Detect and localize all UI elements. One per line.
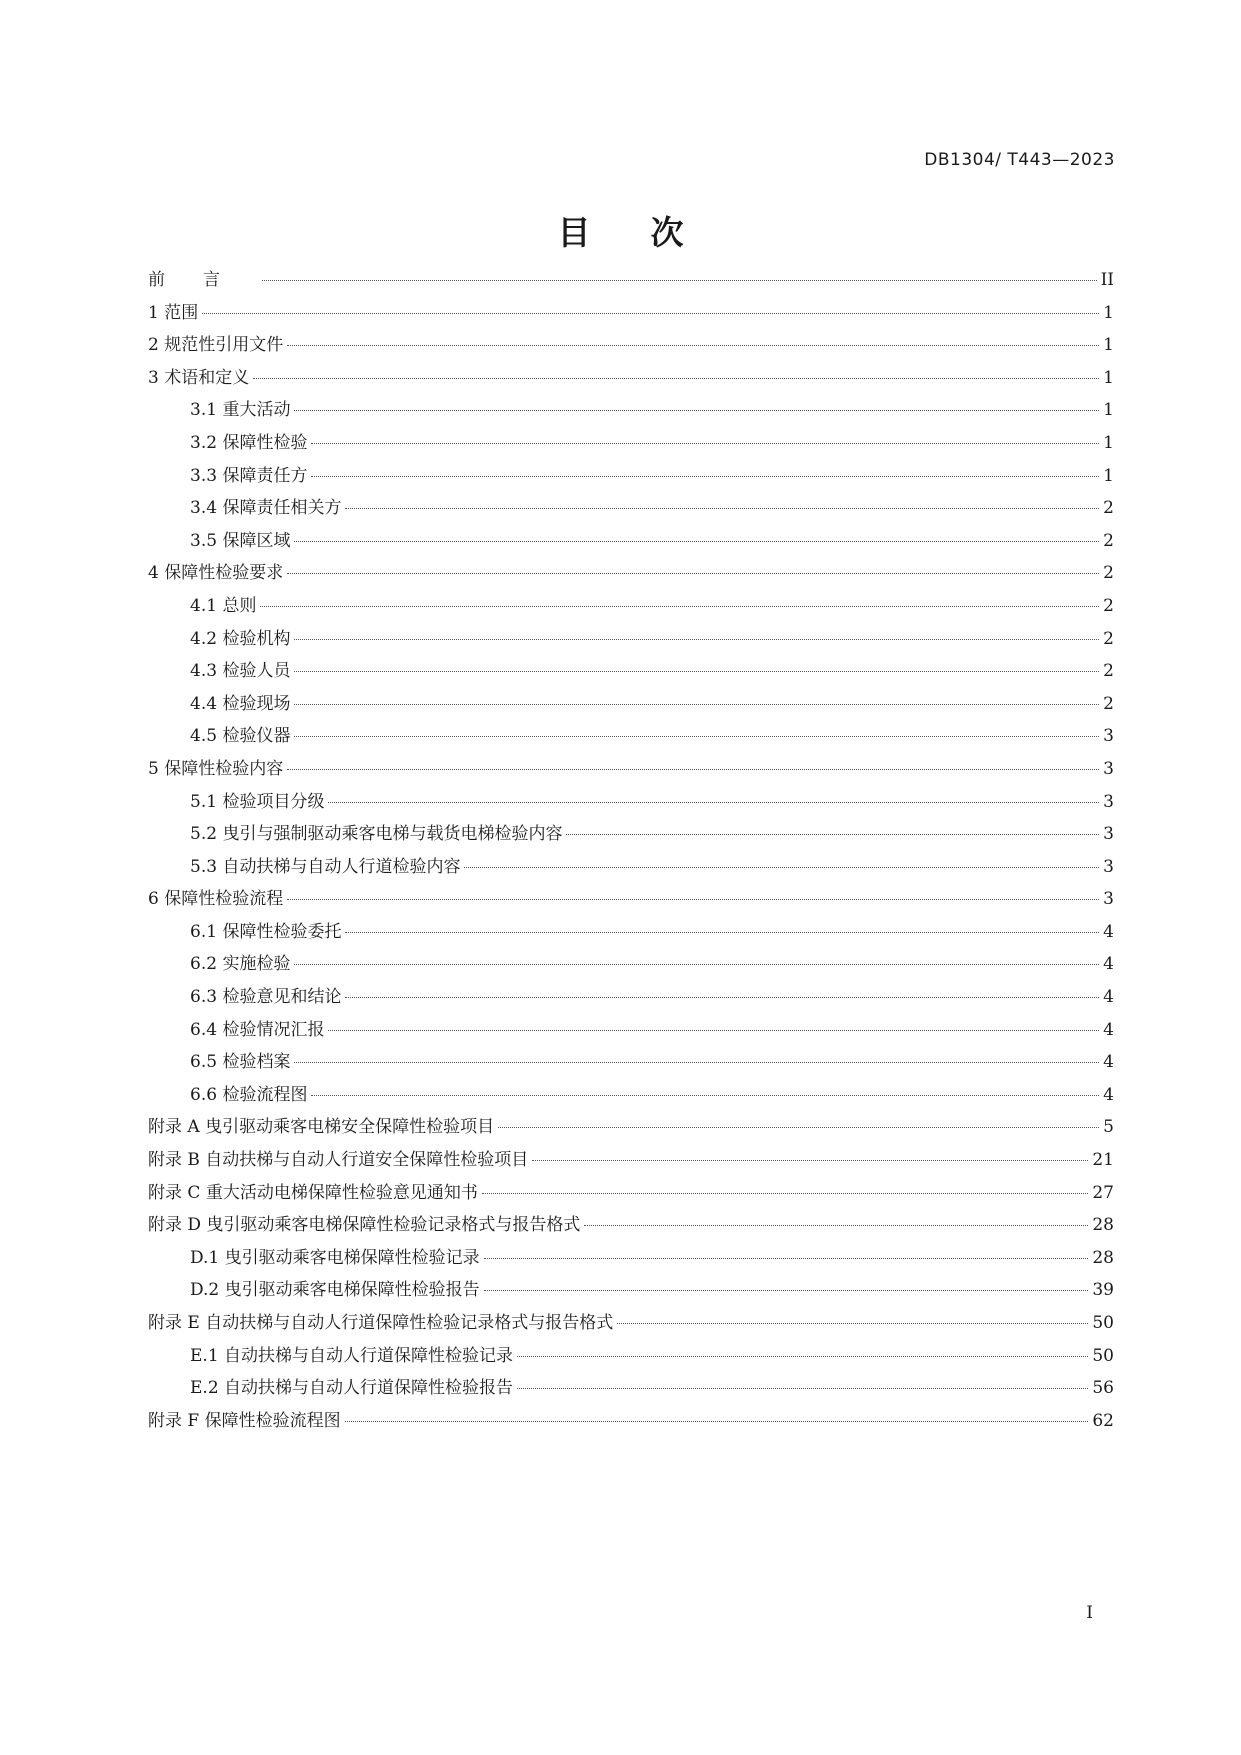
toc-entry-label: 6.5 检验档案	[190, 1052, 291, 1073]
toc-entry-page: 1	[1103, 335, 1114, 356]
toc-entry-page: 3	[1103, 791, 1114, 812]
toc-dot-leader	[202, 313, 1099, 314]
toc-entry-page: 4	[1103, 1052, 1114, 1073]
toc-dot-leader	[345, 997, 1099, 998]
toc-entry-page: 28	[1092, 1215, 1114, 1236]
toc-entry[interactable]	[148, 1373, 1114, 1406]
toc-entry-label: 4 保障性检验要求	[148, 563, 284, 584]
toc-entry-label: 附录 F 保障性检验流程图	[148, 1410, 341, 1431]
toc-dot-leader	[253, 378, 1099, 379]
toc-dot-leader	[287, 769, 1099, 770]
toc-entry[interactable]	[148, 1047, 1114, 1080]
toc-dot-leader	[484, 1258, 1089, 1259]
toc-entry-label: 6.2 实施检验	[190, 954, 291, 975]
toc-entry-label: 附录 D 曳引驱动乘客电梯保障性检验记录格式与报告格式	[148, 1215, 581, 1236]
toc-dot-leader	[311, 1095, 1099, 1096]
toc-entry-page: 21	[1092, 1150, 1114, 1171]
toc-entry[interactable]	[148, 852, 1114, 885]
toc-entry-page: 28	[1092, 1247, 1114, 1268]
toc-entry-page: 4	[1103, 921, 1114, 942]
toc-entry[interactable]	[148, 917, 1114, 950]
toc-entry[interactable]	[148, 1178, 1114, 1211]
toc-dot-leader	[464, 867, 1099, 868]
toc-dot-leader	[345, 508, 1099, 509]
toc-dot-leader	[328, 1030, 1099, 1031]
toc-entry-label: 4.3 检验人员	[190, 661, 291, 682]
toc-entry-label: 3.1 重大活动	[190, 400, 291, 421]
toc-entry-label: 4.1 总则	[190, 595, 257, 616]
toc-dot-leader	[287, 345, 1099, 346]
toc-entry-page: 50	[1092, 1345, 1114, 1366]
toc-dot-leader	[566, 834, 1099, 835]
toc-entry[interactable]	[148, 265, 1114, 298]
toc-entry-label: 附录 B 自动扶梯与自动人行道安全保障性检验项目	[148, 1150, 529, 1171]
toc-entry[interactable]	[148, 1406, 1114, 1439]
toc-dot-leader	[294, 964, 1099, 965]
toc-entry[interactable]	[148, 428, 1114, 461]
document-code: DB1304/ T443—2023	[924, 150, 1115, 170]
toc-entry[interactable]	[148, 656, 1114, 689]
toc-entry-label: 2 规范性引用文件	[148, 335, 284, 356]
toc-entry-page: 56	[1092, 1378, 1114, 1399]
toc-entry-page: 2	[1103, 628, 1114, 649]
toc-entry-label: 5.1 检验项目分级	[190, 791, 325, 812]
toc-entry-label: 6.1 保障性检验委托	[190, 921, 342, 942]
toc-entry-page: 1	[1103, 432, 1114, 453]
toc-entry[interactable]	[148, 1243, 1114, 1276]
toc-entry[interactable]	[148, 526, 1114, 559]
toc-entry-label: E.1 自动扶梯与自动人行道保障性检验记录	[190, 1345, 514, 1366]
toc-entry-page: 1	[1103, 302, 1114, 323]
toc-dot-leader	[294, 541, 1099, 542]
toc-dot-leader	[311, 476, 1099, 477]
toc-entry[interactable]	[148, 884, 1114, 917]
toc-dot-leader	[262, 280, 1097, 281]
toc-entry[interactable]	[148, 363, 1114, 396]
toc-dot-leader	[328, 802, 1099, 803]
toc-dot-leader	[294, 671, 1099, 672]
toc-dot-leader	[482, 1193, 1089, 1194]
toc-entry[interactable]	[148, 1308, 1114, 1341]
toc-entry-page: 1	[1103, 367, 1114, 388]
toc-entry[interactable]	[148, 591, 1114, 624]
toc-dot-leader	[345, 1421, 1089, 1422]
page-number: I	[1086, 1603, 1093, 1623]
toc-entry[interactable]	[148, 395, 1114, 428]
toc-dot-leader	[498, 1127, 1099, 1128]
toc-entry[interactable]	[148, 298, 1114, 331]
toc-entry-page: 4	[1103, 1084, 1114, 1105]
toc-title: 目次	[557, 213, 744, 252]
toc-entry[interactable]	[148, 624, 1114, 657]
toc-entry-page: 50	[1092, 1313, 1114, 1333]
toc-entry-label: 附录 E 自动扶梯与自动人行道保障性检验记录格式与报告格式	[148, 1313, 614, 1333]
toc-dot-leader	[617, 1323, 1088, 1324]
toc-dot-leader	[345, 932, 1099, 933]
toc-entry-label: E.2 自动扶梯与自动人行道保障性检验报告	[190, 1378, 514, 1399]
toc-entry-label: 附录 A 曳引驱动乘客电梯安全保障性检验项目	[148, 1117, 495, 1138]
toc-entry-page: 2	[1103, 563, 1114, 584]
toc-entry[interactable]	[148, 754, 1114, 787]
toc-entry-page: 5	[1103, 1117, 1114, 1138]
toc-entry-page: 2	[1103, 530, 1114, 551]
toc-entry-label: 3.5 保障区域	[190, 530, 291, 551]
toc-entry-page: 2	[1103, 595, 1114, 616]
toc-entry[interactable]	[148, 1145, 1114, 1178]
toc-entry-page: II	[1100, 270, 1114, 290]
toc-dot-leader	[287, 899, 1099, 900]
toc-entry-label: 4.4 检验现场	[190, 693, 291, 714]
toc-entry-page: 27	[1092, 1182, 1114, 1203]
toc-entry-label: 3.3 保障责任方	[190, 465, 308, 486]
toc-entry-page: 4	[1103, 954, 1114, 975]
toc-entry[interactable]	[148, 1112, 1114, 1145]
toc-entry-page: 2	[1103, 498, 1114, 519]
toc-dot-leader	[294, 704, 1099, 705]
toc-dot-leader	[311, 443, 1099, 444]
toc-entry-label: 5.2 曳引与强制驱动乘客电梯与载货电梯检验内容	[190, 824, 563, 845]
toc-entry-page: 3	[1103, 824, 1114, 845]
toc-dot-leader	[294, 736, 1099, 737]
toc-dot-leader	[517, 1388, 1088, 1389]
toc-entry-label: D.1 曳引驱动乘客电梯保障性检验记录	[190, 1247, 480, 1268]
toc-entry-label: 6.3 检验意见和结论	[190, 987, 342, 1008]
toc-entry[interactable]	[148, 721, 1114, 754]
toc-entry-label: 前言	[148, 270, 258, 290]
toc-entry-page: 3	[1103, 758, 1114, 779]
toc-entry[interactable]	[148, 1080, 1114, 1113]
toc-entry-label: 6 保障性检验流程	[148, 889, 284, 910]
toc-entry-page: 2	[1103, 661, 1114, 682]
toc-entry-page: 1	[1103, 465, 1114, 486]
toc-entry-page: 4	[1103, 1019, 1114, 1040]
toc-entry-label: 3 术语和定义	[148, 367, 250, 388]
toc-entry-label: D.2 曳引驱动乘客电梯保障性检验报告	[190, 1280, 480, 1301]
table-of-contents	[148, 265, 1114, 1438]
toc-entry-page: 3	[1103, 726, 1114, 747]
toc-entry[interactable]	[148, 558, 1114, 591]
toc-entry-page: 3	[1103, 856, 1114, 877]
toc-dot-leader	[532, 1160, 1088, 1161]
toc-entry-page: 2	[1103, 693, 1114, 714]
toc-entry-label: 3.2 保障性检验	[190, 432, 308, 453]
toc-entry-page: 4	[1103, 987, 1114, 1008]
toc-entry-label: 6.6 检验流程图	[190, 1084, 308, 1105]
toc-entry[interactable]	[148, 689, 1114, 722]
toc-entry-page: 39	[1092, 1280, 1114, 1301]
toc-entry[interactable]	[148, 819, 1114, 852]
toc-entry[interactable]	[148, 982, 1114, 1015]
toc-entry-label: 附录 C 重大活动电梯保障性检验意见通知书	[148, 1182, 478, 1203]
toc-dot-leader	[260, 606, 1099, 607]
toc-entry-label: 4.5 检验仪器	[190, 726, 291, 747]
toc-entry[interactable]	[148, 1015, 1114, 1048]
toc-entry[interactable]	[148, 1275, 1114, 1308]
toc-entry-page: 62	[1092, 1410, 1114, 1431]
toc-entry[interactable]	[148, 1210, 1114, 1243]
toc-entry[interactable]	[148, 787, 1114, 820]
toc-entry-label: 6.4 检验情况汇报	[190, 1019, 325, 1040]
toc-entry[interactable]	[148, 949, 1114, 982]
toc-entry-page: 3	[1103, 889, 1114, 910]
toc-entry-label: 5 保障性检验内容	[148, 758, 284, 779]
toc-entry[interactable]	[148, 330, 1114, 363]
toc-dot-leader	[294, 410, 1099, 411]
toc-entry-label: 3.4 保障责任相关方	[190, 498, 342, 519]
toc-entry[interactable]	[148, 461, 1114, 494]
toc-entry-label: 5.3 自动扶梯与自动人行道检验内容	[190, 856, 461, 877]
toc-dot-leader	[584, 1225, 1088, 1226]
toc-dot-leader	[287, 573, 1099, 574]
toc-entry-page: 1	[1103, 400, 1114, 421]
toc-entry-label: 4.2 检验机构	[190, 628, 291, 649]
toc-dot-leader	[517, 1356, 1088, 1357]
toc-entry-label: 1 范围	[148, 302, 199, 323]
toc-dot-leader	[484, 1290, 1089, 1291]
toc-entry[interactable]	[148, 493, 1114, 526]
toc-entry[interactable]	[148, 1341, 1114, 1374]
toc-dot-leader	[294, 639, 1099, 640]
toc-dot-leader	[294, 1062, 1099, 1063]
